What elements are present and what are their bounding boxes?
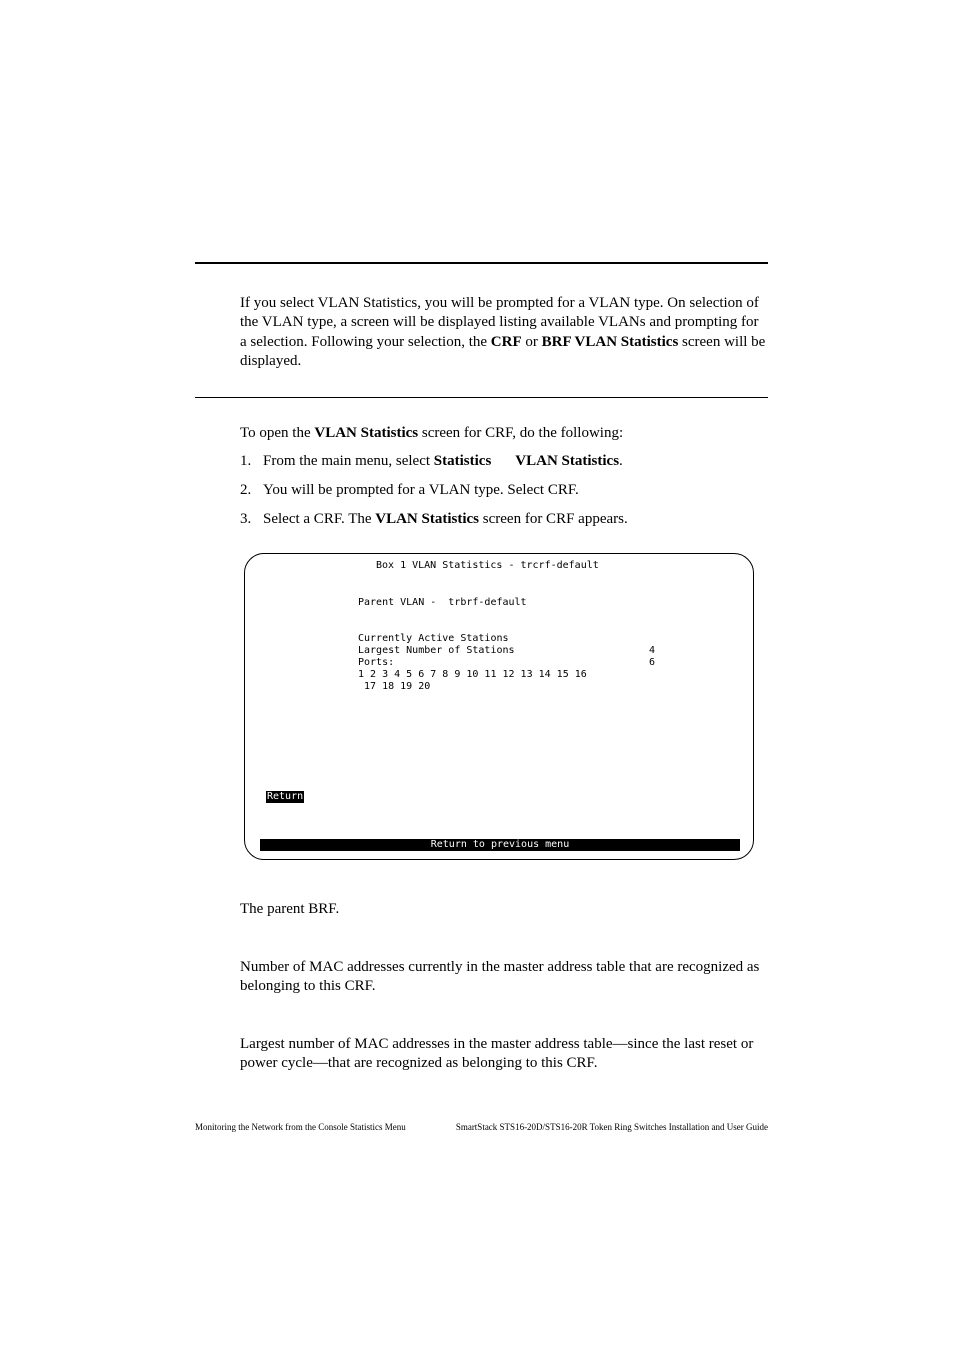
active-stations-value: 4 (649, 645, 656, 656)
step-number: 3. (240, 511, 252, 527)
step-2 (240, 481, 768, 500)
active-stations-description: Number of MAC addresses currently in the master address table that are recognized as belonging to this CRF. (240, 959, 760, 995)
step-number: 1. (240, 453, 252, 469)
crf-term: CRF (490, 333, 522, 350)
step-text-end: . (619, 453, 623, 469)
ports-list-line-2: 17 18 19 20 (358, 681, 431, 692)
open-paragraph (240, 424, 768, 443)
step-number: 2. (240, 482, 252, 498)
step-text: From the main menu, select (263, 453, 434, 469)
step-3 (240, 510, 768, 529)
footer-book-title: SmartStack STS16-20D/STS16-20R Token Ring Switches Installation and User Guide (455, 1122, 768, 1132)
step-text: You will be prompted for a VLAN type. Select CRF. (263, 482, 579, 498)
top-rule (195, 262, 768, 264)
screen-title: Box 1 VLAN Statistics - trcrf-default (376, 560, 599, 571)
parent-vlan-field: Parent VLAN - trbrf-default (358, 597, 527, 608)
largest-stations-label: Largest Number of Stations (358, 645, 515, 656)
vlan-statistics-term: VLAN Statistics (375, 511, 480, 527)
intro-paragraph (240, 294, 768, 371)
section-rule (195, 397, 768, 398)
parent-vlan-description: The parent BRF. (240, 901, 340, 917)
step-text-end: screen for CRF appears. (479, 511, 628, 527)
ports-label: Ports: (358, 657, 395, 668)
step-1 (240, 452, 768, 471)
menu-vlan-statistics: VLAN Statistics (515, 453, 620, 469)
footer-chapter: Monitoring the Network from the Console Statistics Menu (195, 1122, 406, 1132)
intro-or: or (521, 333, 542, 350)
step-text: Select a CRF. The (263, 511, 376, 527)
largest-stations-value: 6 (649, 657, 656, 668)
console-screen (244, 553, 754, 860)
ports-list-line-1: 1 2 3 4 5 6 7 8 9 10 11 12 13 14 15 16 (358, 669, 587, 680)
return-button[interactable]: Return (267, 791, 304, 802)
intro-text: If you select VLAN Statistics, you will be prompted for a VLAN type. On selection of the VLAN type, a screen will be displayed listing available VLANs and prompting for a selection. Following your selection, the (240, 295, 759, 350)
menu-statistics: Statistics (433, 453, 492, 469)
active-stations-label: Currently Active Stations (358, 633, 509, 644)
open-text: To open the (240, 425, 315, 441)
brf-vlan-term: BRF VLAN Statistics (541, 333, 679, 350)
intro-text-end: screen will be displayed. (240, 333, 766, 369)
open-text-end: screen for CRF, do the following: (418, 425, 624, 441)
vlan-statistics-term: VLAN Statistics (314, 425, 419, 441)
status-bar: Return to previous menu (260, 839, 740, 851)
largest-stations-description: Largest number of MAC addresses in the master address table—since the last reset or power cycle—that are recognized as belonging to this CRF. (240, 1036, 754, 1072)
